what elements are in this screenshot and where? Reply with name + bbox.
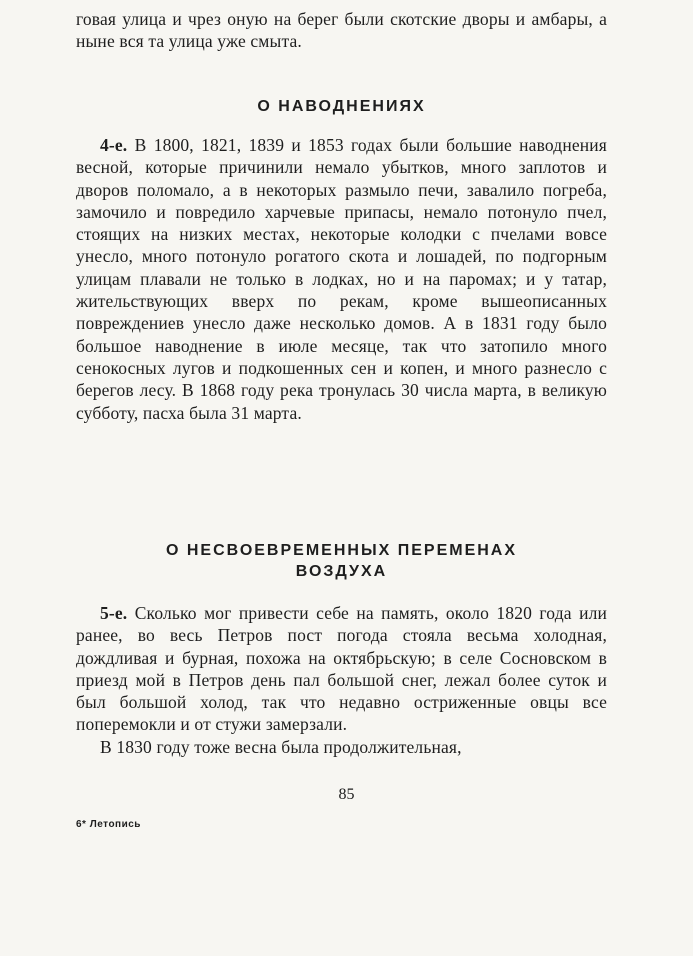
paragraph-number-5: 5-е. <box>100 603 128 623</box>
section-body-floods <box>76 134 607 424</box>
page-number: 85 <box>338 786 355 803</box>
top-fragment-paragraph: говая улица и чрез оную на берег были скотские дворы и амбары, а ныне вся та улица уже смыта. <box>76 9 607 52</box>
section-heading-weather-line2: ВОЗДУХА <box>295 563 388 580</box>
paragraph-floods <box>76 134 607 424</box>
section-heading-floods: О НАВОДНЕНИЯХ <box>257 98 426 115</box>
paragraph-number-4: 4-е. <box>100 135 128 155</box>
paragraph-floods-text: В 1800, 1821, 1839 и 1853 годах были большие наводнения весной, которые причинили немало убытков, много заплотов и дворов поломало, а в некоторых размыло печи, завалило погреба, замочило и повредило харчевые припасы, немало потонуло пчел, стоящих на низких местах, некоторые колодки с пчелами вовсе унесло, много потонуло рогатого скота и лошадей, по подгорным улицам плавали не только в лодках, но и на паромах; и у татар, жительствующих вверх по рекам, кроме вышеописанных повреждениев унесло даже несколько домов. А в 1831 году было большое наводнение в июле месяце, так что затопило много сенокосных лугов и подкошенных сен и копен, и много разнесло с берегов лесу. В 1868 году река тронулась 30 числа марта, в великую субботу, пасха была 31 марта. <box>76 135 607 423</box>
paragraph-continuation: В 1830 году тоже весна была продолжительная, <box>100 736 462 757</box>
paragraph-weather <box>76 602 607 736</box>
section-body-weather <box>76 602 607 758</box>
section-heading-weather-line1: О НЕСВОЕВРЕМЕННЫХ ПЕРЕМЕНАХ <box>165 542 518 559</box>
footer-signature-mark: 6* Летопись <box>76 819 141 830</box>
top-fragment <box>76 8 607 53</box>
paragraph-weather-text: Сколько мог привести себе на память, около 1820 года или ранее, во весь Петров пост погода стояла весьма холодная, дождливая и бурная, похожа на октябрьскую; в селе Сосновском в приезд мой в Петров день пал большой снег, лежал более суток и был большой холод, так что недавно остриженные овцы все поперемокли и от стужи замерзали. <box>76 603 607 735</box>
section-heading-weather <box>76 540 607 582</box>
